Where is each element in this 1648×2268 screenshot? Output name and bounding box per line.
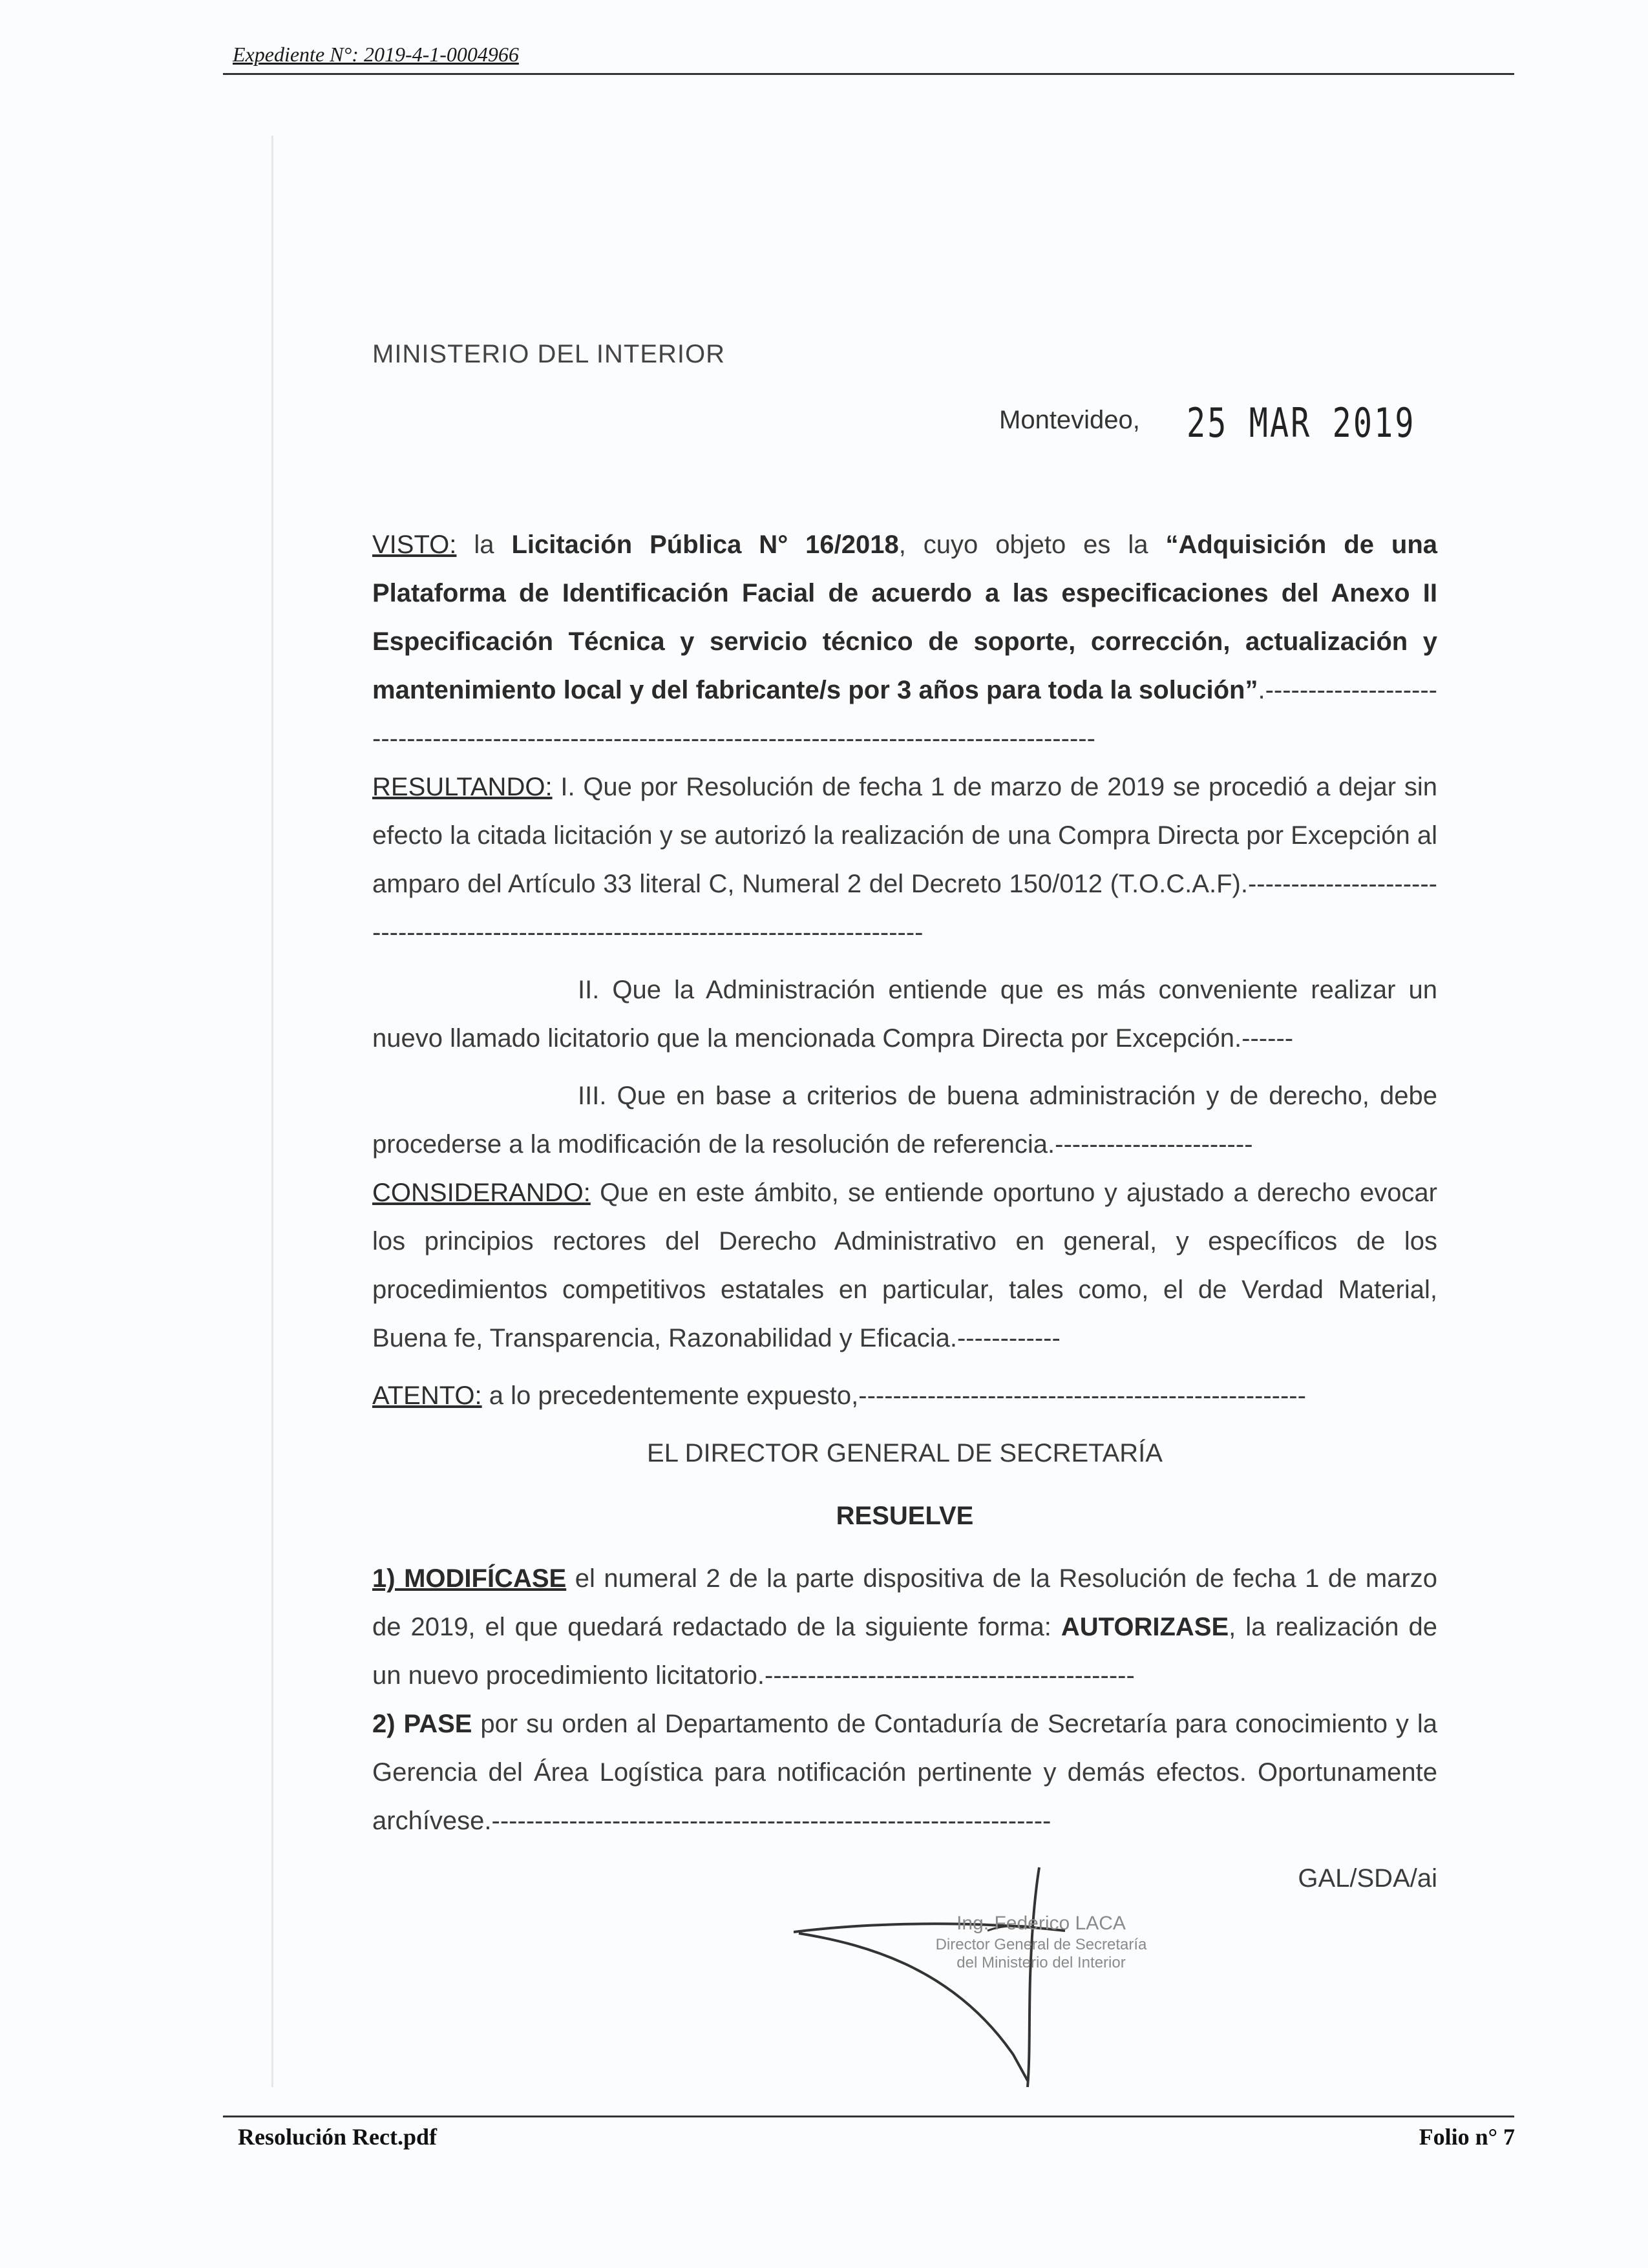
place-label: Montevideo,	[999, 406, 1140, 434]
header-rule	[223, 73, 1514, 75]
item1-text-1: el numeral 2 de la parte dispositiva de la Resolución de fecha 1 de marzo de 2019, el que quedará redactado de la siguiente forma:	[372, 1564, 1438, 1641]
resultando-label: RESULTANDO:	[372, 773, 553, 801]
resolution-body	[372, 521, 1437, 1903]
signature-block	[902, 1911, 1180, 1972]
authority-heading: EL DIRECTOR GENERAL DE SECRETARÍA	[647, 1439, 1163, 1467]
visto-objeto: “Adquisición de una Plataforma de Identificación Facial de acuerdo a las especificaciones del Anexo II Especificación Técnica y servicio técnico de soporte, corrección, actualización y mantenimiento local y del fabricante/s por 3 años para toda la solución”	[372, 530, 1438, 704]
footer-rule	[223, 2116, 1514, 2117]
item2-text: por su orden al Departamento de Contaduría de Secretaría para conocimiento y la Gerencia del Área Logística para notificación pertinente y demás efectos. Oportunamente archívese.-----------------------------------------------------------------	[372, 1710, 1437, 1835]
footer-filename: Resolución Rect.pdf	[238, 2124, 437, 2150]
resuelve-heading: RESUELVE	[836, 1502, 974, 1530]
visto-text-1: la	[456, 530, 512, 559]
expediente-number: Expediente N°: 2019-4-1-0004966	[233, 43, 519, 66]
item1-text-2: , la realización de un nuevo procedimiento licitatorio.-------------------------------------------	[372, 1613, 1438, 1690]
resultando-paragraph-3	[372, 1072, 1437, 1169]
initials: GAL/SDA/ai	[1298, 1864, 1437, 1893]
visto-licitacion: Licitación Pública N° 16/2018	[511, 530, 899, 559]
atento-paragraph	[372, 1372, 1437, 1420]
considerando-paragraph	[372, 1169, 1437, 1363]
visto-paragraph	[372, 521, 1437, 763]
item2-label: 2) PASE	[372, 1710, 472, 1738]
item1-label: 1) MODIFÍCASE	[372, 1564, 567, 1593]
considerando-text: Que en este ámbito, se entiende oportuno y ajustado a derecho evocar los principios rectores del Derecho Administrativo en general, y específicos de los procedimientos competitivos estatales en particular, tales como, el de Verdad Material, Buena fe, Transparencia, Razonabilidad y Eficacia.------------	[372, 1179, 1437, 1352]
considerando-label: CONSIDERANDO:	[372, 1179, 591, 1207]
atento-text: a lo precedentemente expuesto,----------------------------------------------------	[481, 1381, 1306, 1410]
resultando-i: I. Que por Resolución de fecha 1 de marzo de 2019 se procedió a dejar sin efecto la citada licitación y se autorizó la realización de una Compra Directa por Excepción al amparo del Artículo 33 literal C, Numeral 2 del Decreto 150/012 (T.O.C.A.F).--------------------------------------------------------------------------------------	[372, 773, 1437, 947]
resultando-paragraph-1	[372, 763, 1437, 957]
date-stamp: 25 MAR 2019	[1187, 399, 1416, 446]
margin-rule	[271, 136, 273, 2087]
visto-label: VISTO:	[372, 530, 457, 559]
item2-paragraph	[372, 1700, 1437, 1845]
handwritten-signature	[794, 1861, 1181, 2094]
resultando-ii: II. Que la Administración entiende que es más conveniente realizar un nuevo llamado licitatorio que la mencionada Compra Directa por Excepción.------	[372, 976, 1437, 1053]
signer-name: Ing. Federico LACA	[956, 1913, 1126, 1934]
visto-tail: .--------------------------------------------------------------------------------------------------------	[372, 676, 1437, 753]
item1-paragraph	[372, 1555, 1437, 1700]
signer-title-2: del Ministerio del Interior	[956, 1954, 1126, 1971]
item1-autorizase: AUTORIZASE	[1061, 1613, 1229, 1641]
signer-title-1: Director General de Secretaría	[935, 1936, 1147, 1953]
resultando-paragraph-2	[372, 966, 1437, 1063]
atento-label: ATENTO:	[372, 1381, 482, 1410]
visto-text-2: , cuyo objeto es la	[898, 530, 1166, 559]
resultando-iii: III. Que en base a criterios de buena administración y de derecho, debe procederse a la modificación de la resolución de referencia.-----------------------	[372, 1082, 1437, 1159]
ministry-name: MINISTERIO DEL INTERIOR	[372, 340, 726, 368]
footer-folio: Folio n° 7	[1419, 2124, 1515, 2150]
